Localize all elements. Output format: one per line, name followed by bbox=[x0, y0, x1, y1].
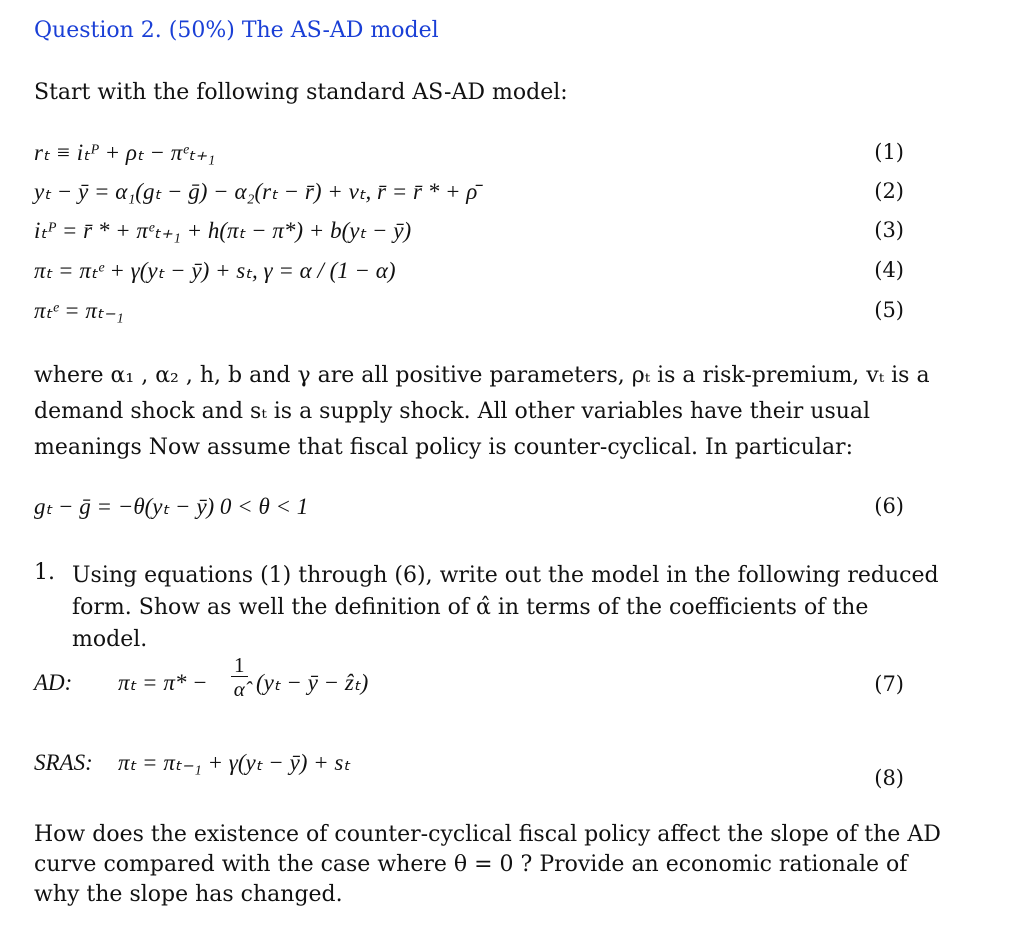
intro-text: Start with the following standard AS-AD model: bbox=[34, 80, 568, 105]
fiscal-equation-row bbox=[34, 494, 904, 532]
ad-label: AD: bbox=[34, 670, 73, 695]
question-title: Question 2. (50%) The AS-AD model bbox=[34, 18, 439, 43]
sras-equation: πₜ = πₜ₋₁ + γ(yₜ − ȳ) + sₜ bbox=[118, 750, 351, 775]
equation: πₜᵉ = πₜ₋₁ bbox=[34, 298, 124, 323]
equation-number: (5) bbox=[874, 298, 904, 322]
list-number: 1. bbox=[34, 560, 55, 585]
ad-rhs: (yₜ − ȳ − ẑₜ) bbox=[256, 670, 369, 695]
task-text: Using equations (1) through (6), write out the model in the following reduced form. Show as well the definition of α̂ in terms of the coefficients of the model. bbox=[72, 563, 939, 652]
final-question: How does the existence of counter-cyclical fiscal policy affect the slope of the AD curve compared with the case where θ = 0 ? Provide an economic rationale of why the slope has changed. bbox=[34, 822, 941, 907]
equation: rₜ ≡ iₜᴾ + ρₜ − πᵉₜ₊₁ bbox=[34, 140, 216, 165]
equation-row bbox=[34, 218, 904, 256]
equation-number: (3) bbox=[874, 218, 904, 242]
equation-number: (2) bbox=[874, 179, 904, 203]
sras-equation-row bbox=[34, 750, 904, 794]
ad-lhs: πₜ = π* − bbox=[118, 670, 208, 695]
equation: yₜ − ȳ = α₁(gₜ − ḡ) − α₂(rₜ − r̄) + vₜ, r̄ = r̄ * + ρ̄ bbox=[34, 179, 478, 204]
fraction-denominator: α̂ bbox=[233, 677, 245, 701]
equation: iₜᴾ = r̄ * + πᵉₜ₊₁ + h(πₜ − π*) + b(yₜ − ȳ) bbox=[34, 218, 412, 243]
fiscal-equation: gₜ − ḡ = −θ(yₜ − ȳ) 0 < θ < 1 bbox=[34, 494, 309, 519]
equation-number: (7) bbox=[874, 672, 904, 696]
sras-label: SRAS: bbox=[34, 750, 93, 775]
equation: πₜ = πₜᵉ + γ(yₜ − ȳ) + sₜ, γ = α / (1 − α) bbox=[34, 258, 396, 283]
ad-equation-row bbox=[34, 652, 904, 712]
equation-number: (1) bbox=[874, 140, 904, 164]
equation-row bbox=[34, 140, 904, 178]
fraction-numerator: 1 bbox=[231, 654, 248, 677]
ad-fraction bbox=[231, 654, 248, 701]
equation-number: (4) bbox=[874, 258, 904, 282]
equation-number: (8) bbox=[874, 766, 904, 790]
equation-row bbox=[34, 258, 904, 296]
description-paragraph: where α₁ , α₂ , h, b and γ are all positive parameters, ρₜ is a risk-premium, vₜ is a demand shock and sₜ is a supply shock. All other variables have their usual meanings Now assume that fiscal policy is counter-cyclical. In particular: bbox=[34, 363, 930, 460]
equation-row bbox=[34, 298, 904, 336]
equation-row bbox=[34, 179, 904, 217]
equation-number: (6) bbox=[874, 494, 904, 518]
